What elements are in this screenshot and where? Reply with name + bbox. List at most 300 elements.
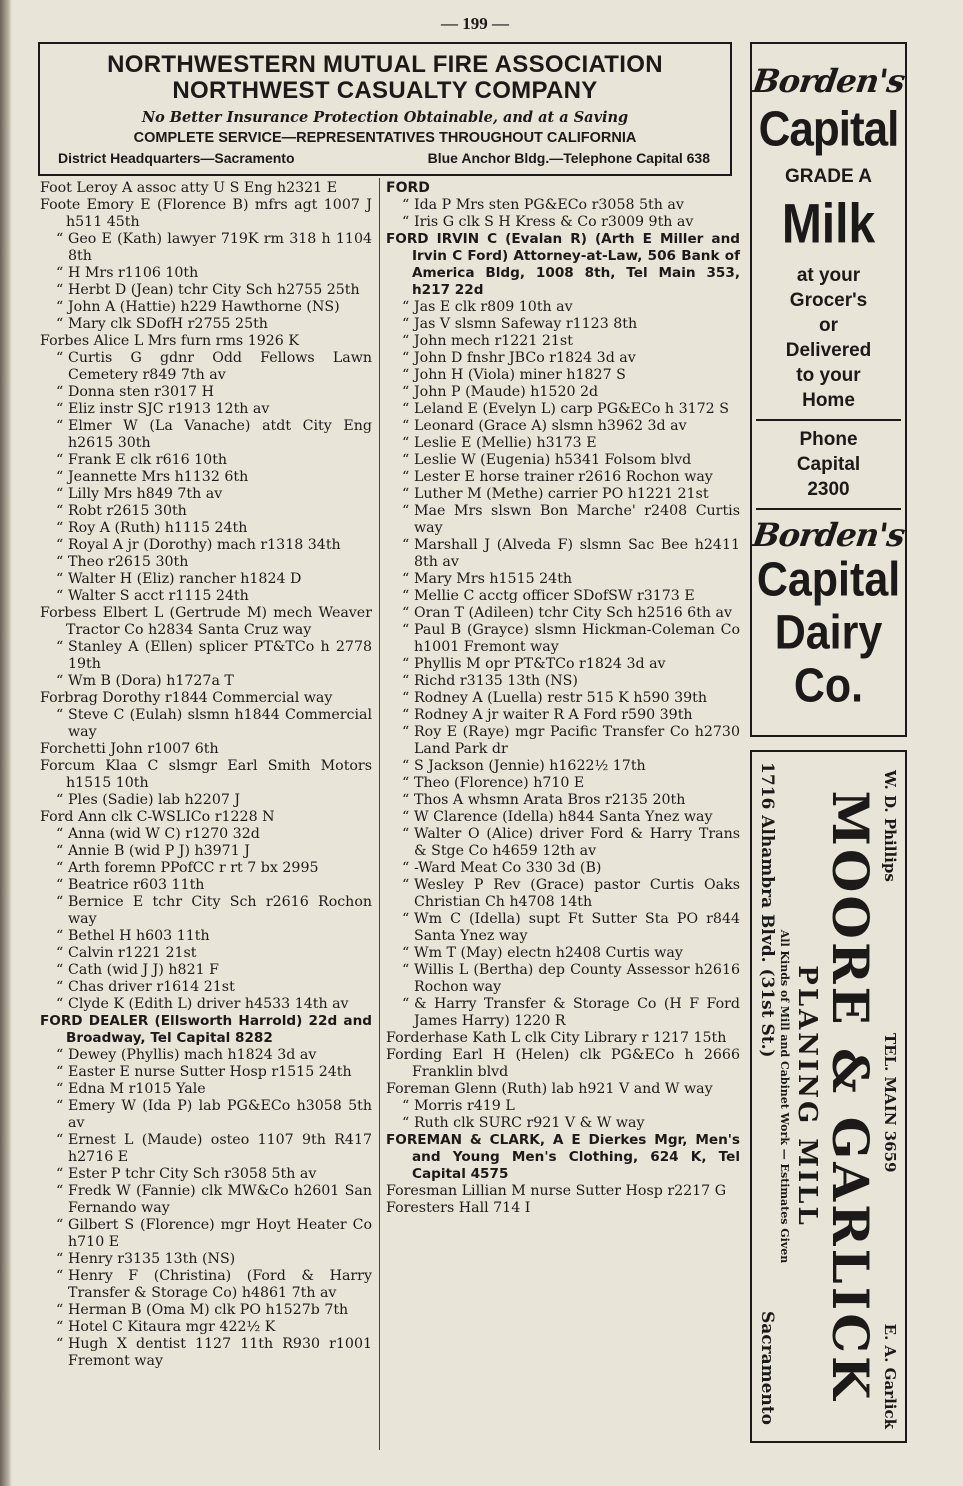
bordens-logo: Borden's <box>750 62 907 100</box>
directory-entry <box>40 690 372 707</box>
directory-entry <box>40 571 372 588</box>
entry-text: Ida P Mrs sten PG&ECo r3058 5th av <box>414 197 684 213</box>
ditto-mark: “ <box>402 316 410 332</box>
entry-text: Leonard (Grace A) slsmn h3962 3d av <box>414 418 687 434</box>
directory-entry <box>386 690 740 707</box>
entry-text: W Clarence (Idella) h844 Santa Ynez way <box>414 809 713 825</box>
entry-text: Eliz instr SJC r1913 12th av <box>68 401 270 417</box>
entry-text: Henry r3135 13th (NS) <box>68 1251 236 1267</box>
directory-entry <box>40 877 372 894</box>
entry-text: Roy E (Raye) mgr Pacific Transfer Co h2730 Land Park dr <box>414 724 740 757</box>
bordens-milk: Milk <box>781 193 876 255</box>
entry-text: Steve C (Eulah) slsmn h1844 Commercial way <box>68 707 372 740</box>
ad-divider <box>756 419 901 421</box>
directory-entry <box>40 826 372 843</box>
ditto-mark: “ <box>56 1047 64 1063</box>
entry-text: Hotel C Kitaura mgr 422½ K <box>68 1319 276 1335</box>
directory-entry <box>386 1132 740 1183</box>
ditto-mark: “ <box>56 860 64 876</box>
ditto-mark: “ <box>56 1081 64 1097</box>
ditto-mark: “ <box>402 537 410 553</box>
entry-text: Foote Emory E (Florence B) mfrs agt 1007 J h511 45th <box>40 197 372 230</box>
entry-text: Lilly Mrs h849 7th av <box>68 486 223 502</box>
entry-text: FORD <box>386 180 430 196</box>
directory-entry <box>40 469 372 486</box>
directory-entry <box>386 809 740 826</box>
directory-entry <box>386 656 740 673</box>
entry-text: Ernest L (Maude) osteo 1107 9th R417 h2716 E <box>68 1132 372 1165</box>
bordens-line: at your <box>796 265 861 286</box>
bordens-advertisement <box>750 42 907 737</box>
directory-entry <box>40 180 372 197</box>
entry-text: Rodney A jr waiter R A Ford r590 39th <box>414 707 693 723</box>
directory-entry <box>40 299 372 316</box>
directory-entry <box>40 1166 372 1183</box>
address: 1716 Alhambra Blvd. (31st St.) <box>757 762 777 1058</box>
entry-text: John A (Hattie) h229 Hawthorne (NS) <box>68 299 340 315</box>
directory-entry <box>386 1081 740 1098</box>
ditto-mark: “ <box>56 673 64 689</box>
directory-entry <box>40 486 372 503</box>
ditto-mark: “ <box>402 724 410 740</box>
ditto-mark: “ <box>56 588 64 604</box>
entry-text: Ford Ann clk C-WSLICo r1228 N <box>40 809 275 825</box>
entry-text: Forchetti John r1007 6th <box>40 741 219 757</box>
directory-entry <box>40 1132 372 1166</box>
ditto-mark: “ <box>402 860 410 876</box>
entry-text: Frank E clk r616 10th <box>68 452 228 468</box>
ditto-mark: “ <box>402 486 410 502</box>
entry-text: Luther M (Methe) carrier PO h1221 21st <box>414 486 709 502</box>
directory-column-right <box>386 180 740 1217</box>
entry-text: Forderhase Kath L clk City Library r 1217 15th <box>386 1030 727 1046</box>
directory-entry <box>386 758 740 775</box>
bordens-phone-number: 2300 <box>807 479 850 500</box>
directory-entry <box>40 588 372 605</box>
entry-text: Curtis G gdnr Odd Fellows Lawn Cemetery r849 7th av <box>68 350 372 383</box>
entry-text: Ester P tchr City Sch r3058 5th av <box>68 1166 317 1182</box>
entry-text: Annie B (wid P J) h3971 J <box>68 843 250 859</box>
entry-text: Marshall J (Alveda F) slsmn Sac Bee h2411 8th av <box>414 537 740 570</box>
bordens-phone-label: Phone <box>799 429 858 450</box>
entry-text: Foresters Hall 714 I <box>386 1200 531 1216</box>
entry-text: Jas V slsmn Safeway r1123 8th <box>414 316 638 332</box>
bordens-line: Home <box>802 390 855 411</box>
entry-text: Mae Mrs slswn Bon Marche' r2408 Curtis way <box>414 503 740 536</box>
directory-entry <box>386 775 740 792</box>
entry-text: Leslie E (Mellie) h3173 E <box>414 435 597 451</box>
ditto-mark: “ <box>402 418 410 434</box>
ditto-mark: “ <box>402 690 410 706</box>
directory-entry <box>40 554 372 571</box>
entry-text: Theo (Florence) h710 E <box>414 775 585 791</box>
directory-entry <box>386 571 740 588</box>
directory-entry <box>40 1081 372 1098</box>
ditto-mark: “ <box>402 384 410 400</box>
entry-text: Arth foremn PPofCC r rt 7 bx 2995 <box>68 860 319 876</box>
city: Sacramento <box>757 1311 777 1425</box>
entry-text: Gilbert S (Florence) mgr Hoyt Heater Co h710 E <box>68 1217 372 1250</box>
bordens-line: Delivered <box>785 340 872 361</box>
directory-entry <box>386 418 740 435</box>
ditto-mark: “ <box>402 588 410 604</box>
ditto-mark: “ <box>402 877 410 893</box>
entry-text: Henry F (Christina) (Ford & Harry Transfer & Storage Co) h4861 7th av <box>68 1268 372 1301</box>
directory-entry <box>386 350 740 367</box>
directory-entry <box>40 894 372 928</box>
directory-entry <box>386 1047 740 1081</box>
entry-text: Mary Mrs h1515 24th <box>414 571 573 587</box>
entry-text: Donna sten r3017 H <box>68 384 214 400</box>
rotated-ad-content <box>752 752 905 1441</box>
entry-text: Herman B (Oma M) clk PO h1527b 7th <box>68 1302 349 1318</box>
ditto-mark: “ <box>56 384 64 400</box>
bordens-dairy-line: Dairy <box>774 606 883 660</box>
directory-entry <box>40 673 372 690</box>
entry-text: Geo E (Kath) lawyer 719K rm 318 h 1104 8th <box>68 231 372 264</box>
entry-text: Forcum Klaa C slsmgr Earl Smith Motors h1515 10th <box>40 758 372 791</box>
ditto-mark: “ <box>56 843 64 859</box>
directory-entry <box>386 384 740 401</box>
bordens-line: or <box>819 315 838 336</box>
bordens-line: to your <box>796 365 861 386</box>
entry-text: Dewey (Phyllis) mach h1824 3d av <box>68 1047 317 1063</box>
directory-entry <box>40 809 372 826</box>
ditto-mark: “ <box>402 452 410 468</box>
entry-text: FORD IRVIN C (Evalan R) (Arth E Miller and Irvin C Ford) Attorney-at-Law, 506 Bank of America Bldg, 1008 8th, Tel Main 353, h217 22d <box>386 231 740 298</box>
ditto-mark: “ <box>56 1336 64 1352</box>
entry-text: Elmer W (La Vanache) atdt City Eng h2615 30th <box>68 418 372 451</box>
directory-entry <box>40 792 372 809</box>
directory-entry <box>40 350 372 384</box>
directory-entry <box>386 452 740 469</box>
ditto-mark: “ <box>402 758 410 774</box>
directory-entry <box>40 928 372 945</box>
entry-text: Rodney A (Luella) restr 515 K h590 39th <box>414 690 707 706</box>
directory-entry <box>386 792 740 809</box>
ditto-mark: “ <box>402 656 410 672</box>
telephone: TEL. MAIN 3659 <box>881 1032 899 1173</box>
directory-entry <box>386 1183 740 1200</box>
ditto-mark: “ <box>402 673 410 689</box>
ditto-mark: “ <box>56 520 64 536</box>
ditto-mark: “ <box>56 1251 64 1267</box>
ditto-mark: “ <box>56 928 64 944</box>
entry-text: Lester E horse trainer r2616 Rochon way <box>414 469 713 485</box>
directory-entry <box>40 1183 372 1217</box>
header-advertisement <box>38 42 732 176</box>
ditto-mark: “ <box>56 1132 64 1148</box>
entry-text: John D fnshr JBCo r1824 3d av <box>414 350 636 366</box>
ad-footer-row <box>40 148 730 168</box>
entry-text: Clyde K (Edith L) driver h4533 14th av <box>68 996 349 1012</box>
bordens-capital: Capital <box>758 102 899 157</box>
entry-text: Richd r3135 13th (NS) <box>414 673 578 689</box>
directory-entry <box>40 605 372 639</box>
ad-line-2: NORTHWEST CASUALTY COMPANY <box>172 77 598 104</box>
column-divider <box>379 178 380 1450</box>
entry-text: Mary clk SDofH r2755 25th <box>68 316 268 332</box>
directory-entry <box>386 911 740 945</box>
directory-entry <box>386 367 740 384</box>
ditto-mark: “ <box>56 707 64 723</box>
entry-text: Foreman Glenn (Ruth) lab h921 V and W way <box>386 1081 713 1097</box>
ditto-mark: “ <box>402 1115 410 1131</box>
ditto-mark: “ <box>402 826 410 842</box>
entry-text: Foresman Lillian M nurse Sutter Hosp r2217 G <box>386 1183 727 1199</box>
entry-text: Ruth clk SURC r921 V & W way <box>414 1115 645 1131</box>
directory-entry <box>40 1336 372 1370</box>
entry-text: Bernice E tchr City Sch r2616 Rochon way <box>68 894 372 927</box>
ditto-mark: “ <box>56 316 64 332</box>
directory-entry <box>40 537 372 554</box>
ditto-mark: “ <box>402 350 410 366</box>
directory-entry <box>40 452 372 469</box>
bordens-line: Grocer's <box>789 290 868 311</box>
directory-entry <box>40 1251 372 1268</box>
directory-entry <box>386 1030 740 1047</box>
ditto-mark: “ <box>402 911 410 927</box>
entry-text: Emery W (Ida P) lab PG&ECo h3058 5th av <box>68 1098 372 1131</box>
directory-column-left <box>40 180 372 1370</box>
entry-text: Cath (wid J J) h821 F <box>68 962 219 978</box>
ad-tagline: No Better Insurance Protection Obtainable, and at a Saving <box>141 109 629 126</box>
directory-entry <box>40 1302 372 1319</box>
directory-entry <box>40 231 372 265</box>
directory-entry <box>40 639 372 673</box>
entry-text: & Harry Transfer & Storage Co (H F Ford James Harry) 1220 R <box>414 996 740 1029</box>
ditto-mark: “ <box>402 622 410 638</box>
ditto-mark: “ <box>56 571 64 587</box>
ditto-mark: “ <box>56 350 64 366</box>
directory-entry <box>40 1268 372 1302</box>
entry-text: Easter E nurse Sutter Hosp r1515 24th <box>68 1064 352 1080</box>
directory-entry <box>40 418 372 452</box>
moore-garlick-advertisement <box>750 750 907 1443</box>
entry-text: Thos A whsmn Arata Bros r2135 20th <box>414 792 686 808</box>
directory-entry <box>40 1217 372 1251</box>
directory-entry <box>40 996 372 1013</box>
directory-entry <box>40 197 372 231</box>
ad-bottom-row <box>757 762 777 1425</box>
directory-entry <box>40 843 372 860</box>
owner-2: E. A. Garlick <box>881 1323 899 1429</box>
ditto-mark: “ <box>56 826 64 842</box>
ad-top-row <box>881 770 899 1429</box>
bordens-grade: GRADE A <box>785 166 872 187</box>
ditto-mark: “ <box>402 792 410 808</box>
directory-entry <box>386 231 740 299</box>
ditto-mark: “ <box>402 809 410 825</box>
ditto-mark: “ <box>56 1064 64 1080</box>
entry-text: Anna (wid W C) r1270 32d <box>68 826 260 842</box>
ditto-mark: “ <box>402 197 410 213</box>
entry-text: Calvin r1221 21st <box>68 945 197 961</box>
directory-entry <box>40 979 372 996</box>
directory-entry <box>386 724 740 758</box>
entry-text: Leland E (Evelyn L) carp PG&ECo h 3172 S <box>414 401 729 417</box>
entry-text: Beatrice r603 11th <box>68 877 205 893</box>
directory-entry <box>386 945 740 962</box>
ditto-mark: “ <box>402 775 410 791</box>
ditto-mark: “ <box>56 1268 64 1284</box>
entry-text: Fording Earl H (Helen) clk PG&ECo h 2666 Franklin blvd <box>386 1047 740 1080</box>
directory-entry <box>40 384 372 401</box>
directory-entry <box>386 622 740 656</box>
directory-entry <box>40 520 372 537</box>
ditto-mark: “ <box>56 996 64 1012</box>
entry-text: Chas driver r1614 21st <box>68 979 235 995</box>
entry-text: Willis L (Bertha) dep County Assessor h2616 Rochon way <box>414 962 740 995</box>
ditto-mark: “ <box>56 418 64 434</box>
entry-text: -Ward Meat Co 330 3d (B) <box>414 860 602 876</box>
directory-entry <box>386 860 740 877</box>
entry-text: Wm T (May) electn h2408 Curtis way <box>414 945 683 961</box>
directory-entry <box>40 962 372 979</box>
directory-entry <box>386 996 740 1030</box>
ad-service: COMPLETE SERVICE—REPRESENTATIVES THROUGHOUT CALIFORNIA <box>133 130 637 146</box>
directory-entry <box>386 877 740 911</box>
directory-entry <box>40 282 372 299</box>
entry-text: John mech r1221 21st <box>414 333 573 349</box>
ditto-mark: “ <box>56 401 64 417</box>
ditto-mark: “ <box>402 435 410 451</box>
ditto-mark: “ <box>56 469 64 485</box>
ditto-mark: “ <box>402 401 410 417</box>
entry-text: Edna M r1015 Yale <box>68 1081 206 1097</box>
directory-entry <box>386 299 740 316</box>
ditto-mark: “ <box>56 452 64 468</box>
entry-text: Foot Leroy A assoc atty U S Eng h2321 E <box>40 180 338 196</box>
ditto-mark: “ <box>56 537 64 553</box>
company-subtitle: PLANING MILL <box>792 965 822 1228</box>
directory-entry <box>40 945 372 962</box>
ditto-mark: “ <box>56 265 64 281</box>
ditto-mark: “ <box>56 639 64 655</box>
ditto-mark: “ <box>56 894 64 910</box>
directory-entry <box>386 435 740 452</box>
directory-entry <box>40 265 372 282</box>
directory-entry <box>40 741 372 758</box>
ditto-mark: “ <box>56 282 64 298</box>
directory-entry <box>40 758 372 792</box>
entry-text: FOREMAN & CLARK, A E Dierkes Mgr, Men's and Young Men's Clothing, 624 K, Tel Capital 4575 <box>386 1132 740 1182</box>
entry-text: Ples (Sadie) lab h2207 J <box>68 792 241 808</box>
ad-hq: District Headquarters—Sacramento <box>58 150 295 166</box>
entry-text: Fredk W (Fannie) clk MW&Co h2601 San Fernando way <box>68 1183 372 1216</box>
ditto-mark: “ <box>402 605 410 621</box>
directory-entry <box>386 401 740 418</box>
directory-entry <box>386 333 740 350</box>
entry-text: Roy A (Ruth) h1115 24th <box>68 520 248 536</box>
entry-text: Jeannette Mrs h1132 6th <box>68 469 249 485</box>
ditto-mark: “ <box>402 1098 410 1114</box>
ditto-mark: “ <box>402 469 410 485</box>
ditto-mark: “ <box>56 1217 64 1233</box>
ditto-mark: “ <box>56 554 64 570</box>
page-number: — 199 — <box>441 14 509 33</box>
directory-entry <box>40 1013 372 1047</box>
entry-text: Wesley P Rev (Grace) pastor Curtis Oaks Christian Ch h4708 14th <box>414 877 740 910</box>
ditto-mark: “ <box>56 1166 64 1182</box>
directory-entry <box>386 605 740 622</box>
entry-text: Forbes Alice L Mrs furn rms 1926 K <box>40 333 299 349</box>
directory-entry <box>386 1098 740 1115</box>
ditto-mark: “ <box>56 1183 64 1199</box>
ditto-mark: “ <box>56 503 64 519</box>
ditto-mark: “ <box>56 792 64 808</box>
ditto-mark: “ <box>402 333 410 349</box>
ditto-mark: “ <box>56 945 64 961</box>
ditto-mark: “ <box>402 367 410 383</box>
directory-entry <box>386 180 740 197</box>
entry-text: H Mrs r1106 10th <box>68 265 199 281</box>
entry-text: Herbt D (Jean) tchr City Sch h2755 25th <box>68 282 360 298</box>
ad-office: Blue Anchor Bldg.—Telephone Capital 638 <box>427 150 710 166</box>
ditto-mark: “ <box>402 214 410 230</box>
entry-text: S Jackson (Jennie) h1622½ 17th <box>414 758 646 774</box>
ditto-mark: “ <box>56 299 64 315</box>
bordens-logo-2: Borden's <box>750 516 907 554</box>
entry-text: Robt r2615 30th <box>68 503 187 519</box>
directory-entry <box>40 860 372 877</box>
ditto-mark: “ <box>402 707 410 723</box>
entry-text: John P (Maude) h1520 2d <box>414 384 599 400</box>
ditto-mark: “ <box>402 299 410 315</box>
directory-entry <box>40 401 372 418</box>
directory-entry <box>386 707 740 724</box>
entry-text: John H (Viola) miner h1827 S <box>414 367 626 383</box>
entry-text: Theo r2615 30th <box>68 554 189 570</box>
entry-text: Jas E clk r809 10th av <box>414 299 573 315</box>
directory-entry <box>40 503 372 520</box>
directory-entry <box>40 333 372 350</box>
entry-text: Phyllis M opr PT&TCo r1824 3d av <box>414 656 666 672</box>
directory-entry <box>386 316 740 333</box>
book-binding-edge <box>0 0 12 1486</box>
ad-divider <box>756 508 901 510</box>
directory-entry <box>40 1064 372 1081</box>
ditto-mark: “ <box>56 231 64 247</box>
entry-text: Paul B (Grayce) slsmn Hickman-Coleman Co h1001 Fremont way <box>414 622 740 655</box>
owner-1: W. D. Phillips <box>881 770 899 882</box>
ad-line-1: NORTHWESTERN MUTUAL FIRE ASSOCIATION <box>107 51 663 78</box>
ditto-mark: “ <box>56 962 64 978</box>
entry-text: Forbrag Dorothy r1844 Commercial way <box>40 690 333 706</box>
directory-entry <box>386 1115 740 1132</box>
entry-text: Morris r419 L <box>414 1098 515 1114</box>
directory-entry <box>40 1319 372 1336</box>
entry-text: Stanley A (Ellen) splicer PT&TCo h 2778 19th <box>68 639 372 672</box>
entry-text: Wm B (Dora) h1727a T <box>68 673 234 689</box>
entry-text: Wm C (Idella) supt Ft Sutter Sta PO r844 Santa Ynez way <box>414 911 740 944</box>
directory-entry <box>386 537 740 571</box>
directory-entry <box>386 469 740 486</box>
entry-text: Walter S acct r1115 24th <box>68 588 249 604</box>
bordens-dairy-line: Co. <box>793 659 864 713</box>
directory-entry <box>40 1047 372 1064</box>
bordens-dairy-line: Capital <box>756 553 901 607</box>
company-services: All Kinds of Mill and Cabinet Work — Estimates Given <box>778 929 791 1264</box>
entry-text: Iris G clk S H Kress & Co r3009 9th av <box>414 214 694 230</box>
directory-entry <box>386 1200 740 1217</box>
ditto-mark: “ <box>402 962 410 978</box>
ditto-mark: “ <box>402 503 410 519</box>
ditto-mark: “ <box>56 877 64 893</box>
entry-text: Bethel H h603 11th <box>68 928 210 944</box>
entry-text: FORD DEALER (Ellsworth Harrold) 22d and Broadway, Tel Capital 8282 <box>40 1013 372 1046</box>
ditto-mark: “ <box>402 571 410 587</box>
